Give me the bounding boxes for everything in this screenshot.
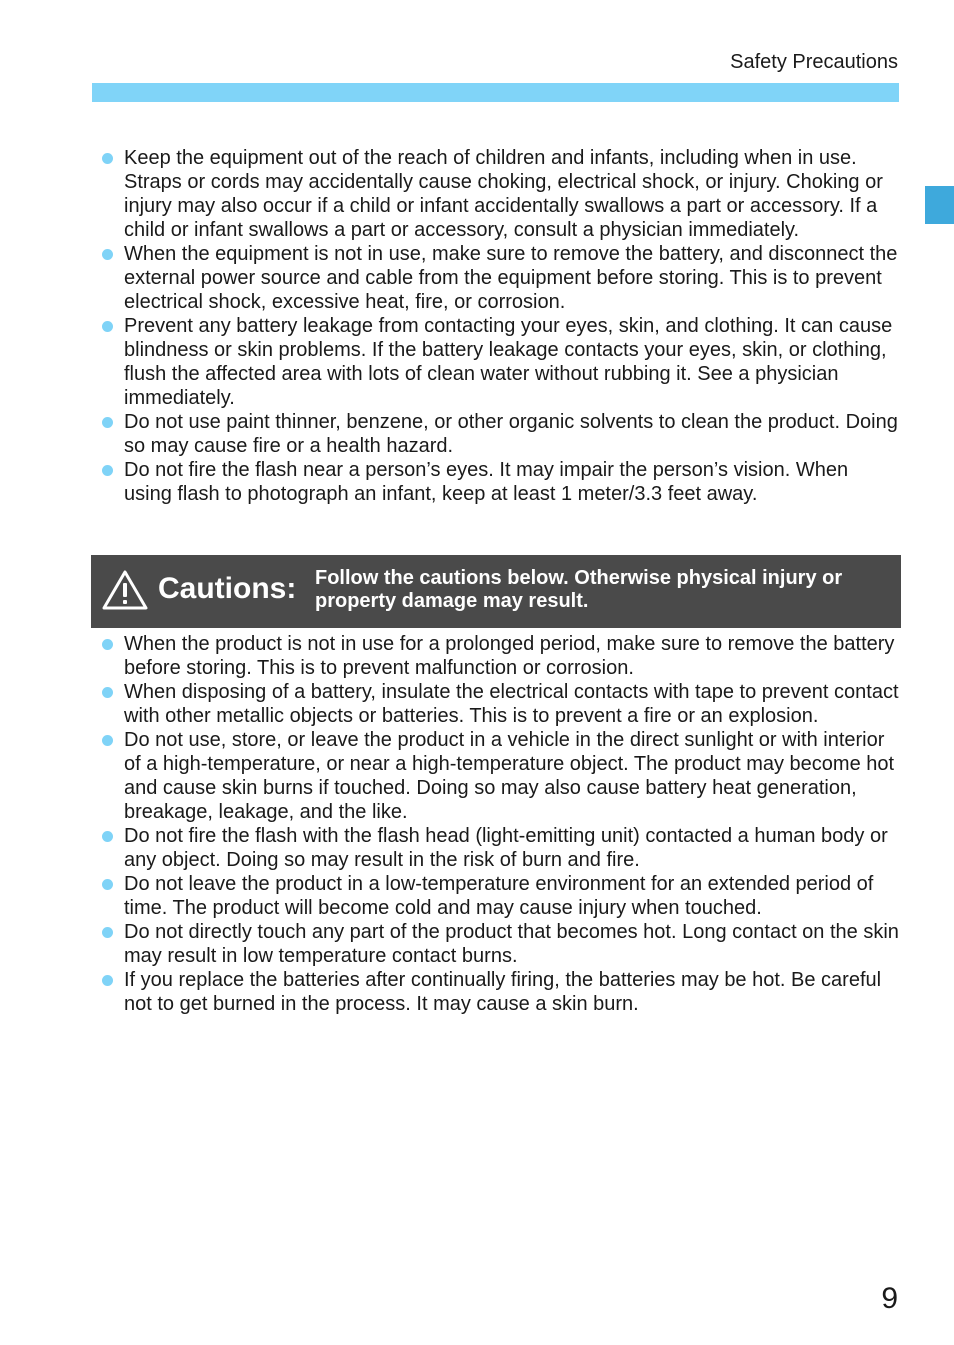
list-item-text: When the product is not in use for a prolonged period, make sure to remove the battery before storing. This is to prevent malfunction or corrosion. — [124, 633, 895, 679]
bullet-icon — [102, 417, 113, 428]
list-item — [100, 146, 900, 242]
bullet-icon — [102, 639, 113, 650]
list-item — [100, 410, 900, 458]
page-number: 9 — [881, 1282, 898, 1315]
list-item-text: Do not use paint thinner, benzene, or other organic solvents to clean the product. Doing so may cause fire or a health hazard. — [124, 411, 898, 457]
list-item-text: When disposing of a battery, insulate the electrical contacts with tape to prevent contact with other metallic objects or batteries. This is to prevent a fire or an explosion. — [124, 681, 899, 727]
list-item-text: Keep the equipment out of the reach of children and infants, including when in use. Straps or cords may accidentally cause choking, electrical shock, or injury. Choking or injury may also occur if a child or infant accidentally swallows a part or accessory. If a child or infant swallows a part or accessory, consult a physician immediately. — [124, 147, 883, 241]
cautions-list — [100, 632, 900, 1016]
list-item — [100, 314, 900, 410]
bullet-icon — [102, 687, 113, 698]
list-item — [100, 824, 900, 872]
list-item — [100, 728, 900, 824]
page-header-title: Safety Precautions — [730, 51, 898, 73]
list-item — [100, 242, 900, 314]
list-item — [100, 872, 900, 920]
list-item — [100, 920, 900, 968]
list-item-text: Prevent any battery leakage from contacting your eyes, skin, and clothing. It can cause blindness or skin problems. If the battery leakage contacts your eyes, skin, or clothing, flush the affected area with lots of clean water without rubbing it. See a physician immediately. — [124, 315, 893, 409]
cautions-banner — [91, 555, 901, 628]
bullet-icon — [102, 927, 113, 938]
list-item-text: If you replace the batteries after continually firing, the batteries may be hot. Be careful not to get burned in the process. It may cause a skin burn. — [124, 969, 882, 1015]
bullet-icon — [102, 153, 113, 164]
list-item-text: Do not fire the flash near a person’s eyes. It may impair the person’s vision. When using flash to photograph an infant, keep at least 1 meter/3.3 feet away. — [124, 459, 849, 505]
cautions-title: Cautions: — [158, 572, 297, 605]
bullet-icon — [102, 249, 113, 260]
chapter-side-tab — [925, 186, 954, 224]
bullet-icon — [102, 831, 113, 842]
bullet-icon — [102, 735, 113, 746]
bullet-icon — [102, 321, 113, 332]
list-item — [100, 680, 900, 728]
bullet-icon — [102, 975, 113, 986]
bullet-icon — [102, 879, 113, 890]
list-item-text: When the equipment is not in use, make sure to remove the battery, and disconnect the external power source and cable from the equipment before storing. This is to prevent electrical shock, excessive heat, fire, or corrosion. — [124, 243, 898, 313]
bullet-icon — [102, 465, 113, 476]
list-item — [100, 458, 900, 506]
warnings-list — [100, 146, 900, 506]
list-item-text: Do not use, store, or leave the product in a vehicle in the direct sunlight or with interior of a high-temperature, or near a high-temperature object. The product may become hot and cause skin burns if touched. Doing so may also cause battery heat generation, breakage, leakage, and the like. — [124, 729, 895, 823]
list-item-text: Do not fire the flash with the flash head (light-emitting unit) contacted a human body or any object. Doing so may result in the risk of burn and fire. — [124, 825, 888, 871]
list-item — [100, 968, 900, 1016]
list-item-text: Do not leave the product in a low-temperature environment for an extended period of time. The product will become cold and may cause injury when touched. — [124, 873, 874, 919]
list-item-text: Do not directly touch any part of the product that becomes hot. Long contact on the skin may result in low temperature contact burns. — [124, 921, 899, 967]
header-accent-bar — [92, 83, 899, 102]
cautions-message: Follow the cautions below. Otherwise physical injury or property damage may result. — [315, 567, 843, 612]
list-item — [100, 632, 900, 680]
warning-triangle-icon — [101, 569, 149, 611]
